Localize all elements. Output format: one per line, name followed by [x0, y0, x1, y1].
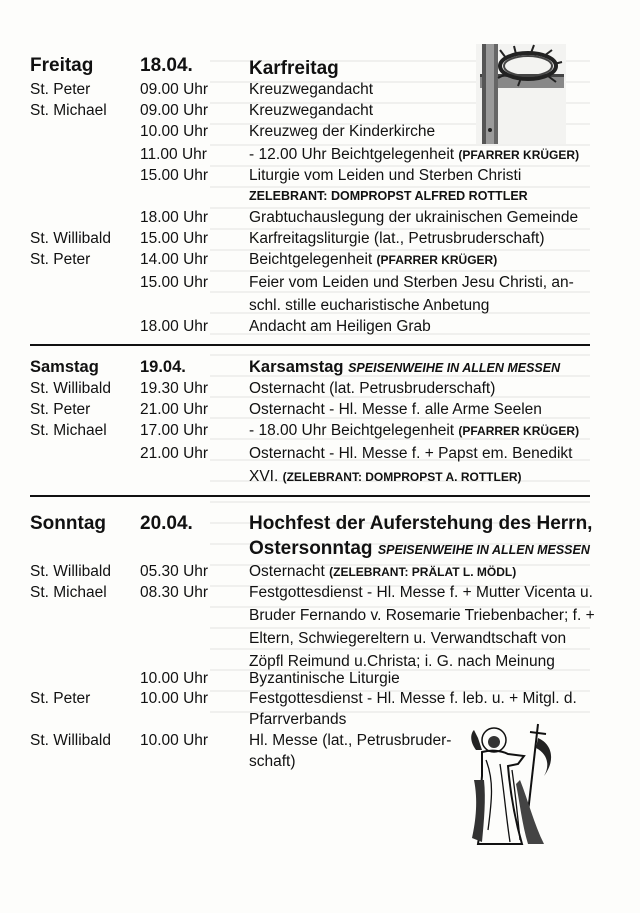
time: 10.00 Uhr [140, 732, 209, 749]
time: 11.00 Uhr [140, 146, 207, 163]
event-text: Osternacht [249, 563, 330, 580]
time: 10.00 Uhr [140, 123, 209, 140]
celebrant-note: (PFARRER KRÜGER) [376, 253, 498, 267]
event: Hl. Messe (lat., Petrusbruder- [249, 732, 452, 749]
event: Eltern, Schwiegereltern u. Verwandtschaft von [249, 630, 567, 647]
event: schl. stille eucharistische Anbetung [249, 297, 490, 314]
event: Grabtuchauslegung der ukrainischen Gemeinde [249, 209, 579, 226]
schedule-row [0, 228, 640, 249]
time: 10.00 Uhr [140, 690, 209, 707]
celebrant-note: ZELEBRANT: DOMPROPST ALFRED ROTTLER [249, 189, 528, 203]
schedule-row [0, 582, 640, 603]
event: schaft) [249, 753, 296, 770]
time: 17.00 Uhr [140, 422, 209, 439]
event: Feier vom Leiden und Sterben Jesu Christi, an- [249, 274, 574, 291]
schedule-row [0, 399, 640, 420]
celebrant-note: (ZELEBRANT: DOMPROPST A. ROTTLER) [282, 470, 522, 484]
schedule-row [0, 420, 640, 441]
event: Liturgie vom Leiden und Sterben Christi [249, 167, 522, 184]
place: St. Michael [30, 102, 107, 119]
time: 15.00 Uhr [140, 274, 209, 291]
schedule-row [0, 466, 640, 487]
feast-title: Karfreitag [249, 58, 339, 79]
date-label: 20.04. [140, 513, 193, 534]
section-header-sonntag [0, 511, 640, 537]
feast-name: Ostersonntag [249, 538, 378, 559]
event [249, 144, 579, 166]
event [249, 249, 497, 271]
schedule-row [0, 688, 640, 709]
event [249, 420, 579, 442]
time: 10.00 Uhr [140, 670, 209, 687]
time: 18.00 Uhr [140, 318, 209, 335]
time: 14.00 Uhr [140, 251, 209, 268]
section-subheader-sonntag [0, 537, 640, 561]
schedule-row [0, 186, 640, 207]
schedule-row [0, 165, 640, 186]
schedule-row [0, 207, 640, 228]
celebrant-note: (PFARRER KRÜGER) [458, 148, 580, 162]
event: Andacht am Heiligen Grab [249, 318, 431, 335]
event [249, 466, 521, 488]
time: 21.00 Uhr [140, 401, 209, 418]
place: St. Michael [30, 422, 107, 439]
time: 09.00 Uhr [140, 81, 209, 98]
place: St. Willibald [30, 230, 111, 247]
time: 21.00 Uhr [140, 445, 209, 462]
blessing-note: SPEISENWEIHE IN ALLEN MESSEN [348, 361, 561, 375]
time: 08.30 Uhr [140, 584, 209, 601]
event-text: XVI. [249, 468, 283, 485]
event-text: - 12.00 Uhr Beichtgelegenheit [249, 146, 459, 163]
schedule-row [0, 628, 640, 649]
schedule-row [0, 605, 640, 626]
crown-of-thorns-cross-icon [476, 44, 566, 144]
place: St. Peter [30, 401, 91, 418]
event: Kreuzwegandacht [249, 81, 374, 98]
date-label: 19.04. [140, 358, 186, 376]
schedule-row [0, 249, 640, 270]
time: 09.00 Uhr [140, 102, 209, 119]
day-label: Sonntag [30, 513, 106, 534]
place: St. Michael [30, 584, 107, 601]
celebrant-note: (ZELEBRANT: PRÄLAT L. MÖDL) [329, 565, 517, 579]
event: Osternacht - Hl. Messe f. alle Arme Seelen [249, 401, 542, 418]
place: St. Peter [30, 81, 91, 98]
schedule-row [0, 144, 640, 165]
place: St. Willibald [30, 732, 111, 749]
section-header-samstag [0, 357, 640, 378]
schedule-row [0, 316, 640, 337]
schedule-row [0, 378, 640, 399]
day-label: Freitag [30, 55, 94, 76]
event: Byzantinische Liturgie [249, 670, 400, 687]
section-divider [30, 495, 590, 497]
time: 15.00 Uhr [140, 230, 209, 247]
schedule-row [0, 668, 640, 689]
time: 18.00 Uhr [140, 209, 209, 226]
day-label: Samstag [30, 358, 99, 376]
place: St. Willibald [30, 563, 111, 580]
event: Festgottesdienst - Hl. Messe f. leb. u. + Mitgl. d. [249, 690, 577, 707]
place: St. Peter [30, 690, 91, 707]
schedule-row [0, 443, 640, 464]
place: St. Peter [30, 251, 91, 268]
event-text: - 18.00 Uhr Beichtgelegenheit [249, 422, 459, 439]
event: Kreuzwegandacht [249, 102, 374, 119]
feast-title [249, 357, 560, 379]
date-label: 18.04. [140, 55, 193, 76]
section-divider [30, 344, 590, 346]
event [249, 561, 516, 583]
event-text: Beichtgelegenheit [249, 251, 377, 268]
event: Zöpfl Reimund u.Christa; i. G. nach Meinung [249, 653, 555, 670]
feast-title: Hochfest der Auferstehung des Herrn, [249, 513, 593, 534]
blessing-note: SPEISENWEIHE IN ALLEN MESSEN [377, 543, 590, 557]
time: 19.30 Uhr [140, 380, 209, 397]
schedule-row [0, 272, 640, 293]
event: Festgottesdienst - Hl. Messe f. + Mutter Vicenta u. [249, 584, 593, 601]
feast-subtitle [249, 537, 590, 562]
schedule-row [0, 295, 640, 316]
time: 05.30 Uhr [140, 563, 209, 580]
event: Bruder Fernando v. Rosemarie Triebenbacher; f. + [249, 607, 595, 624]
time: 15.00 Uhr [140, 167, 209, 184]
event: Kreuzweg der Kinderkirche [249, 123, 436, 140]
place: St. Willibald [30, 380, 111, 397]
feast-name: Karsamstag [249, 358, 349, 376]
celebrant-note: (PFARRER KRÜGER) [458, 424, 580, 438]
event: Karfreitagsliturgie (lat., Petrusbruderschaft) [249, 230, 545, 247]
event: Osternacht (lat. Petrusbruderschaft) [249, 380, 496, 397]
risen-christ-icon [464, 720, 559, 850]
event: Pfarrverbands [249, 711, 347, 728]
schedule-row [0, 561, 640, 582]
event: Osternacht - Hl. Messe f. + Papst em. Benedikt [249, 445, 573, 462]
